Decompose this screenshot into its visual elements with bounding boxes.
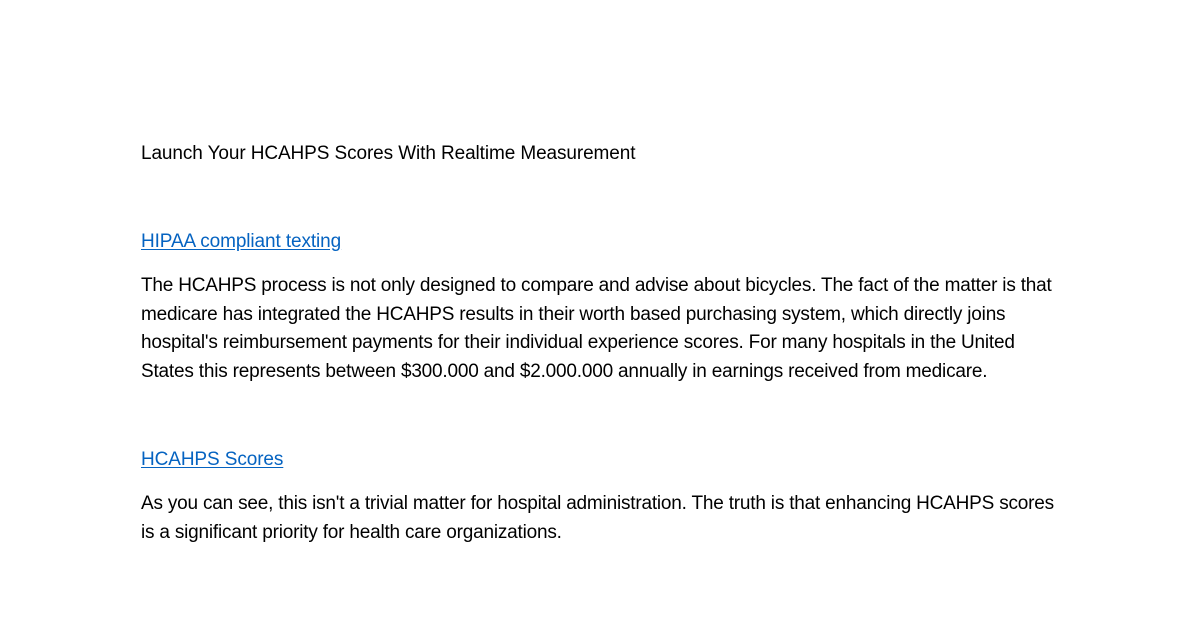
document-content xyxy=(141,140,1061,547)
hcahps-scores-link[interactable]: HCAHPS Scores xyxy=(141,449,284,470)
hipaa-compliant-texting-link[interactable]: HIPAA compliant texting xyxy=(141,231,342,252)
section-hcahps-scores xyxy=(141,446,1061,547)
section-hipaa xyxy=(141,228,1061,386)
section-paragraph: The HCAHPS process is not only designed to compare and advise about bicycles. The fact of the matter is that medicare has integrated the HCAHPS results in their worth based purchasing system, which directly joins hospital's reimbursement payments for their individual experience scores. For many hospitals in the United States this represents between $300.000 and $2.000.000 annually in earnings received from medicare. xyxy=(141,275,1052,382)
section-paragraph: As you can see, this isn't a trivial matter for hospital administration. The truth is that enhancing HCAHPS scores is a significant priority for health care organizations. xyxy=(141,493,1054,543)
document-title: Launch Your HCAHPS Scores With Realtime Measurement xyxy=(141,143,636,164)
